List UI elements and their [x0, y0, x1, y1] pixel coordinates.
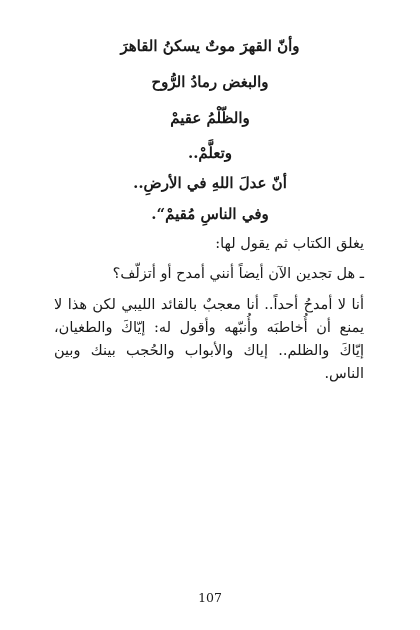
- narrative-intro: يغلق الكتاب ثم يقول لها:: [215, 236, 364, 252]
- page-number: 107: [198, 590, 222, 605]
- poem-line-2: والبغض رمادُ الرُّوح: [151, 73, 269, 91]
- dialogue-question: ـ هل تجدين الآن أيضاً أنني أمدح أو أتزلّف؟: [112, 266, 364, 282]
- poem-line-1: وأنّ القهرَ موتٌ يسكنُ القاهرَ: [120, 37, 300, 55]
- poem-line-3: والظّلْمُ عقيمْ: [170, 109, 250, 127]
- poem-line-6: وفي الناسِ مُقيمْ“.: [151, 205, 269, 223]
- poem-line-4: وتعلَّمْ..: [187, 144, 233, 162]
- dialogue-reply: أنا لا أمدحُ أحداً.. أنا معجبٌ بالقائد الليبي لكن هذا لا يمنع أن أُخاطبَه وأُنبّهه وأقول له: إيّاكَ والطغيان، إيّاكَ والظلم.. إياك والأبواب والحُجب بينك وبين الناس.: [54, 297, 364, 382]
- poem-line-5: أنّ عدلَ اللهِ في الأرضِ..: [133, 174, 287, 192]
